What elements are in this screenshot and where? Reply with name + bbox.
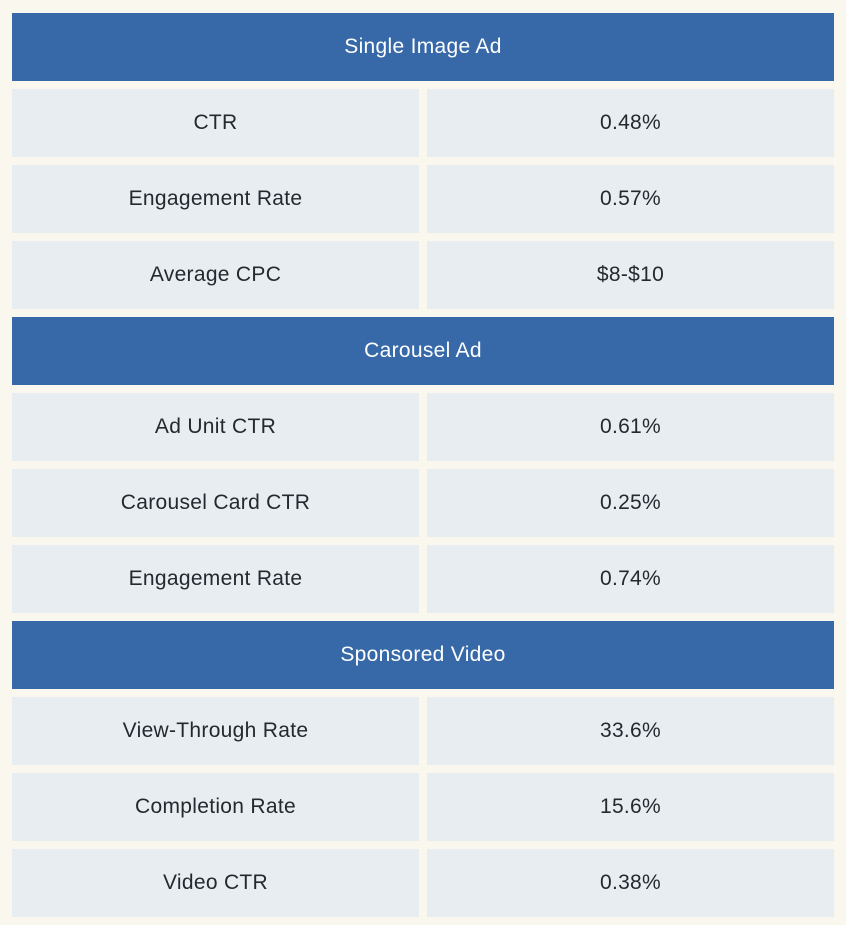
table-row <box>12 89 834 157</box>
table-row <box>12 241 834 309</box>
section-header-sponsored-video <box>12 621 834 689</box>
metric-value-cell: 0.57% <box>427 165 834 233</box>
metric-label-cell: Video CTR <box>12 849 419 917</box>
metric-label-cell: Ad Unit CTR <box>12 393 419 461</box>
metric-label-cell: View-Through Rate <box>12 697 419 765</box>
section-header-single-image-ad <box>12 13 834 81</box>
section-title: Single Image Ad <box>344 35 502 58</box>
table-row <box>12 469 834 537</box>
metric-label-cell: CTR <box>12 89 419 157</box>
table-row <box>12 393 834 461</box>
metric-value-cell: 0.74% <box>427 545 834 613</box>
metric-label-cell: Carousel Card CTR <box>12 469 419 537</box>
section-title: Carousel Ad <box>364 339 482 362</box>
metric-value-cell: 0.38% <box>427 849 834 917</box>
metric-value-cell: $8-$10 <box>427 241 834 309</box>
metric-value-cell: 15.6% <box>427 773 834 841</box>
table-row <box>12 697 834 765</box>
table-row <box>12 545 834 613</box>
table-row <box>12 165 834 233</box>
metric-label-cell: Completion Rate <box>12 773 419 841</box>
table-row <box>12 849 834 917</box>
metric-label-cell: Engagement Rate <box>12 165 419 233</box>
section-title: Sponsored Video <box>340 643 506 666</box>
metric-value-cell: 0.25% <box>427 469 834 537</box>
table-row <box>12 773 834 841</box>
metric-value-cell: 33.6% <box>427 697 834 765</box>
metric-label-cell: Engagement Rate <box>12 545 419 613</box>
metric-label-cell: Average CPC <box>12 241 419 309</box>
metric-value-cell: 0.61% <box>427 393 834 461</box>
metric-value-cell: 0.48% <box>427 89 834 157</box>
section-header-carousel-ad <box>12 317 834 385</box>
